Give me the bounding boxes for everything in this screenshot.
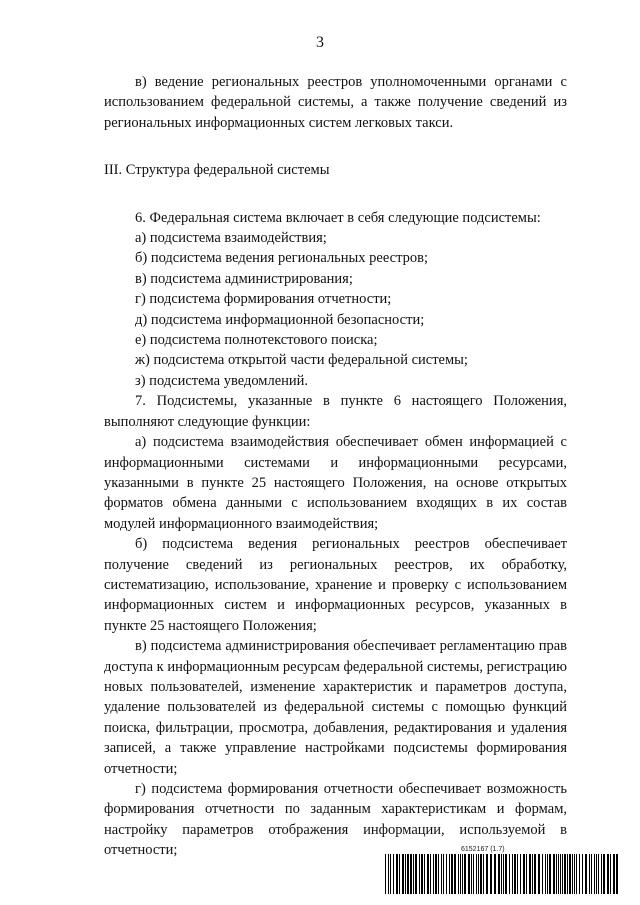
paragraph-admin-subsystem: в) подсистема администрирования обеспечивает регламентацию прав доступа к информационным ресурсам федеральной системы, регистрацию новых пользователей, изменение характеристик и параметров доступа, удаление пользователей из федеральной системы с помощью функций поиска, фильтрации, просмотра, добавления, редактирования и удаления записей, а также управление настройками подсистемы формирования отчетности; <box>104 638 567 777</box>
list-item: г) подсистема формирования отчетности; <box>135 291 392 308</box>
list-item: д) подсистема информационной безопасности; <box>135 311 425 328</box>
list-item: а) подсистема взаимодействия; <box>135 230 327 247</box>
barcode-code: 6152167 (1.7) <box>461 846 505 853</box>
paragraph-reporting-subsystem: г) подсистема формирования отчетности обеспечивает возможность формирования отчетности по заданным характеристикам и формам, настройку параметров отображения информации, используемой в отчетности; <box>104 781 567 859</box>
document-body <box>104 72 567 861</box>
list-item: з) подсистема уведомлений. <box>135 372 309 389</box>
list-item: ж) подсистема открытой части федеральной системы; <box>135 352 468 369</box>
paragraph-registry-maintenance: в) ведение региональных реестров уполномоченными органами с использованием федеральной системы, а также получение сведений из региональных информационных систем легковых такси. <box>104 74 567 131</box>
paragraph-item-6: 6. Федеральная система включает в себя следующие подсистемы: <box>135 209 541 226</box>
section-heading: III. Структура федеральной системы <box>104 162 330 179</box>
barcode <box>383 846 623 894</box>
list-item: е) подсистема полнотекстового поиска; <box>135 332 378 349</box>
paragraph-item-7: 7. Подсистемы, указанные в пункте 6 настоящего Положения, выполняют следующие функции: <box>104 393 567 430</box>
list-item: б) подсистема ведения региональных реестров; <box>135 250 428 267</box>
paragraph-interaction-subsystem: а) подсистема взаимодействия обеспечивает обмен информацией с информационными системами и информационными ресурсами, указанными в пункте 25 настоящего Положения, на основе открытых форматов обмена данными с использованием входящих в их состав модулей информационного взаимодействия; <box>104 434 567 532</box>
paragraph-registry-subsystem: б) подсистема ведения региональных реестров обеспечивает получение сведений из региональных реестров, их обработку, систематизацию, использование, хранение и проверку с использованием информационных систем и информационных ресурсов, указанных в пункте 25 настоящего Положения; <box>104 536 567 634</box>
list-item: в) подсистема администрирования; <box>135 270 353 287</box>
page-number: 3 <box>316 34 324 51</box>
barcode-bars <box>383 854 623 894</box>
